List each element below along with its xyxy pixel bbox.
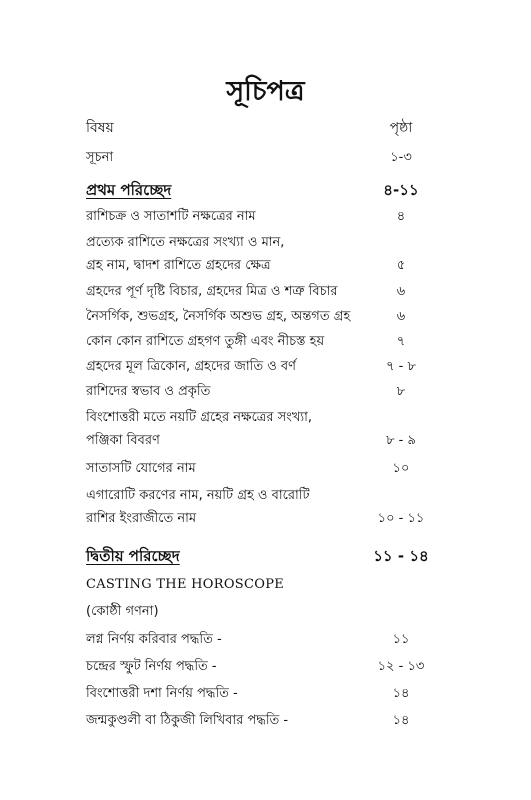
toc-entry — [86, 306, 446, 328]
entry-page: ১০ — [392, 461, 410, 476]
entry-page: ৬ — [396, 284, 406, 299]
toc-entry — [86, 430, 446, 452]
entry-label: নৈসর্গিক, শুভগ্রহ, নৈসর্গিক অশুভ গ্রহ, অন্তগত গ্রহ — [86, 309, 351, 324]
entry-page: ৭ - ৮ — [386, 359, 416, 374]
toc-entry — [86, 629, 446, 651]
entry-label: সূচনা — [86, 150, 114, 165]
toc-entry — [86, 232, 446, 254]
entry-page: ১০ - ১১ — [377, 511, 425, 526]
entry-page: ৫ — [396, 258, 406, 273]
entry-page: ৭ — [396, 334, 406, 349]
entry-page: ১১ — [392, 632, 410, 647]
toc-entry — [86, 331, 446, 353]
entry-label: রাশিদের স্বভাব ও প্রকৃতি — [86, 384, 211, 399]
toc-entry — [86, 485, 446, 507]
entry-label: গ্রহ নাম, দ্বাদশ রাশিতে গ্রহদের ক্ষেত্র — [86, 258, 271, 273]
entry-label: এগারোটি করণের নাম, নয়টি গ্রহ ও বারোটি — [86, 488, 310, 503]
chapter-page-range: ১১ - ১৪ — [373, 547, 429, 565]
chapter-heading-2 — [86, 545, 446, 567]
toc-entry — [86, 381, 446, 403]
entry-label: পঞ্জিকা বিবরণ — [86, 433, 160, 448]
entry-label: গ্রহদের মূল ত্রিকোন, গ্রহদের জাতি ও বর্ণ — [86, 359, 297, 374]
toc-entry — [86, 255, 446, 277]
entry-label: সাতাসটি যোগের নাম — [86, 461, 196, 476]
chapter-title: প্রথম পরিচ্ছেদ — [86, 181, 172, 199]
toc-entry — [86, 281, 446, 303]
entry-label: লগ্ন নির্ণয় করিবার পদ্ধতি - — [86, 632, 222, 647]
entry-label: কোন কোন রাশিতে গ্রহগণ তুঙ্গী এবং নীচস্ত হয় — [86, 334, 325, 349]
toc-entry — [86, 656, 446, 678]
toc-entry — [86, 683, 446, 705]
entry-label: গ্রহদের পূর্ণ দৃষ্টি বিচার, গ্রহদের মিত্র ও শত্রু বিচার — [86, 284, 338, 299]
entry-label: জন্মকুণ্ডলী বা ঠিকুজী লিখিবার পদ্ধতি - — [86, 713, 289, 728]
chapter-title: দ্বিতীয় পরিচ্ছেদ — [86, 547, 180, 565]
entry-label: প্রত্যেক রাশিতে নক্ষত্রের সংখ্যা ও মান, — [86, 235, 285, 250]
entry-page: ১৪ — [392, 713, 410, 728]
chapter-heading-1 — [86, 179, 446, 201]
toc-entry — [86, 356, 446, 378]
toc-entry — [86, 508, 446, 530]
entry-label: চন্দ্রের স্ফুট নির্ণয় পদ্ধতি - — [86, 659, 217, 674]
entry-page: ১৪ — [392, 686, 410, 701]
entry-page: ৪ — [396, 209, 406, 224]
entry-label: রাশিচক্র ও সাতাশটি নক্ষত্রের নাম — [86, 209, 256, 224]
entry-page: ১-৩ — [390, 150, 412, 165]
entry-page: ৬ — [396, 309, 406, 324]
toc-entry-intro — [86, 147, 446, 169]
page-title: সূচিপত্র — [226, 76, 305, 107]
chapter-page-range: ৪-১১ — [383, 181, 419, 199]
subtitle-text: CASTING THE HOROSCOPE — [86, 577, 285, 592]
chapter-subtitle-english — [86, 574, 446, 596]
toc-entry — [86, 206, 446, 228]
column-headers — [86, 117, 446, 139]
page-column-header: পৃষ্ঠা — [389, 120, 413, 136]
toc-entry — [86, 407, 446, 429]
entry-label: বিংশোত্তরী দশা নির্ণয় পদ্ধতি - — [86, 686, 238, 701]
subject-column-header: বিষয় — [86, 120, 114, 136]
entry-page: ৮ — [396, 384, 406, 399]
entry-label: বিংশোত্তরী মতে নয়টি গ্রহের নক্ষত্রের সংখ্যা, — [86, 410, 313, 425]
entry-page: ১২ - ১৩ — [377, 659, 425, 674]
toc-entry — [86, 710, 446, 732]
entry-page: ৮ - ৯ — [386, 433, 416, 448]
toc-entry — [86, 458, 446, 480]
subtitle-text: (কোষ্ঠী গণনা) — [86, 604, 159, 619]
entry-label: রাশির ইংরাজীতে নাম — [86, 511, 197, 526]
chapter-subtitle-bengali — [86, 601, 446, 623]
